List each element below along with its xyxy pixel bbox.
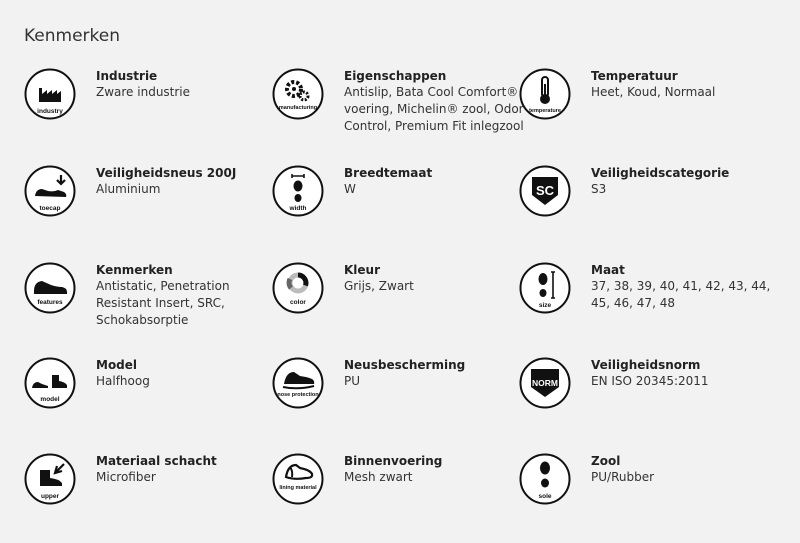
- feature-value: S3: [591, 182, 607, 196]
- icon-caption: industry: [37, 108, 63, 115]
- icon-caption: temperature: [529, 108, 561, 114]
- feature-label: Zool: [591, 454, 621, 468]
- feature-label: Kleur: [344, 263, 381, 277]
- icon-caption: SC: [535, 183, 555, 198]
- feature-label: Eigenschappen: [344, 69, 447, 83]
- feature-value: Aluminium: [96, 182, 161, 196]
- feature-label: Industrie: [96, 69, 158, 83]
- feature-value: 37, 38, 39, 40, 41, 42, 43, 44, 45, 46, 47, 48: [591, 279, 771, 310]
- icon-caption: manufacturing: [278, 105, 318, 111]
- feature-label: Veiligheidsnorm: [591, 358, 701, 372]
- icon-caption: NORM: [532, 378, 558, 388]
- feature-value: Mesh zwart: [344, 470, 413, 484]
- feature-value: Zware industrie: [96, 85, 191, 99]
- icon-caption: size: [538, 302, 552, 309]
- feature-value: Grijs, Zwart: [344, 279, 414, 293]
- feature-value: Antislip, Bata Cool Comfort® voering, Michelin® zool, Odor Control, Premium Fit inlegzool: [344, 85, 524, 133]
- feature-value: Halfhoog: [96, 374, 150, 388]
- icon-caption: lining material: [279, 485, 317, 491]
- feature-value: PU/Rubber: [591, 470, 655, 484]
- thermometer-icon: [519, 68, 571, 120]
- section-title: Kenmerken: [24, 26, 121, 46]
- feature-label: Model: [96, 358, 138, 372]
- feature-label: Neusbescherming: [344, 358, 466, 372]
- feature-label: Veiligheidscategorie: [591, 166, 730, 180]
- toecap-icon: [24, 165, 76, 217]
- gears-icon: [272, 68, 324, 120]
- feature-label: Temperatuur: [591, 69, 678, 83]
- feature-label: Binnenvoering: [344, 454, 443, 468]
- icon-caption: model: [40, 396, 60, 403]
- feature-value: Microfiber: [96, 470, 156, 484]
- feature-label: Kenmerken: [96, 263, 173, 277]
- icon-caption: features: [37, 299, 63, 306]
- shield-norm-icon: [519, 357, 571, 409]
- icon-caption: nose protection: [277, 392, 319, 398]
- size-icon: [519, 262, 571, 314]
- nose-protection-icon: [272, 357, 324, 409]
- feature-value: Heet, Koud, Normaal: [591, 85, 716, 99]
- upper-boot-icon: [24, 453, 76, 505]
- factory-icon: [24, 68, 76, 120]
- shoe-features-icon: [24, 262, 76, 314]
- boots-model-icon: [24, 357, 76, 409]
- feature-value: Antistatic, Penetration Resistant Insert, SRC, Schokabsorptie: [96, 279, 230, 327]
- feature-label: Veiligheidsneus 200J: [96, 166, 237, 180]
- icon-caption: width: [289, 205, 307, 212]
- feature-label: Maat: [591, 263, 625, 277]
- icon-caption: sole: [538, 493, 552, 500]
- color-ring-icon: [272, 262, 324, 314]
- width-icon: [272, 165, 324, 217]
- feature-value: PU: [344, 374, 361, 388]
- shield-sc-icon: [519, 165, 571, 217]
- icon-caption: toecap: [39, 205, 61, 212]
- sole-icon: [519, 453, 571, 505]
- icon-caption: color: [290, 299, 306, 306]
- feature-label: Materiaal schacht: [96, 454, 217, 468]
- feature-value: EN ISO 20345:2011: [591, 374, 709, 388]
- feature-value: W: [344, 182, 356, 196]
- icon-caption: upper: [40, 493, 60, 500]
- lining-icon: [272, 453, 324, 505]
- feature-label: Breedtemaat: [344, 166, 433, 180]
